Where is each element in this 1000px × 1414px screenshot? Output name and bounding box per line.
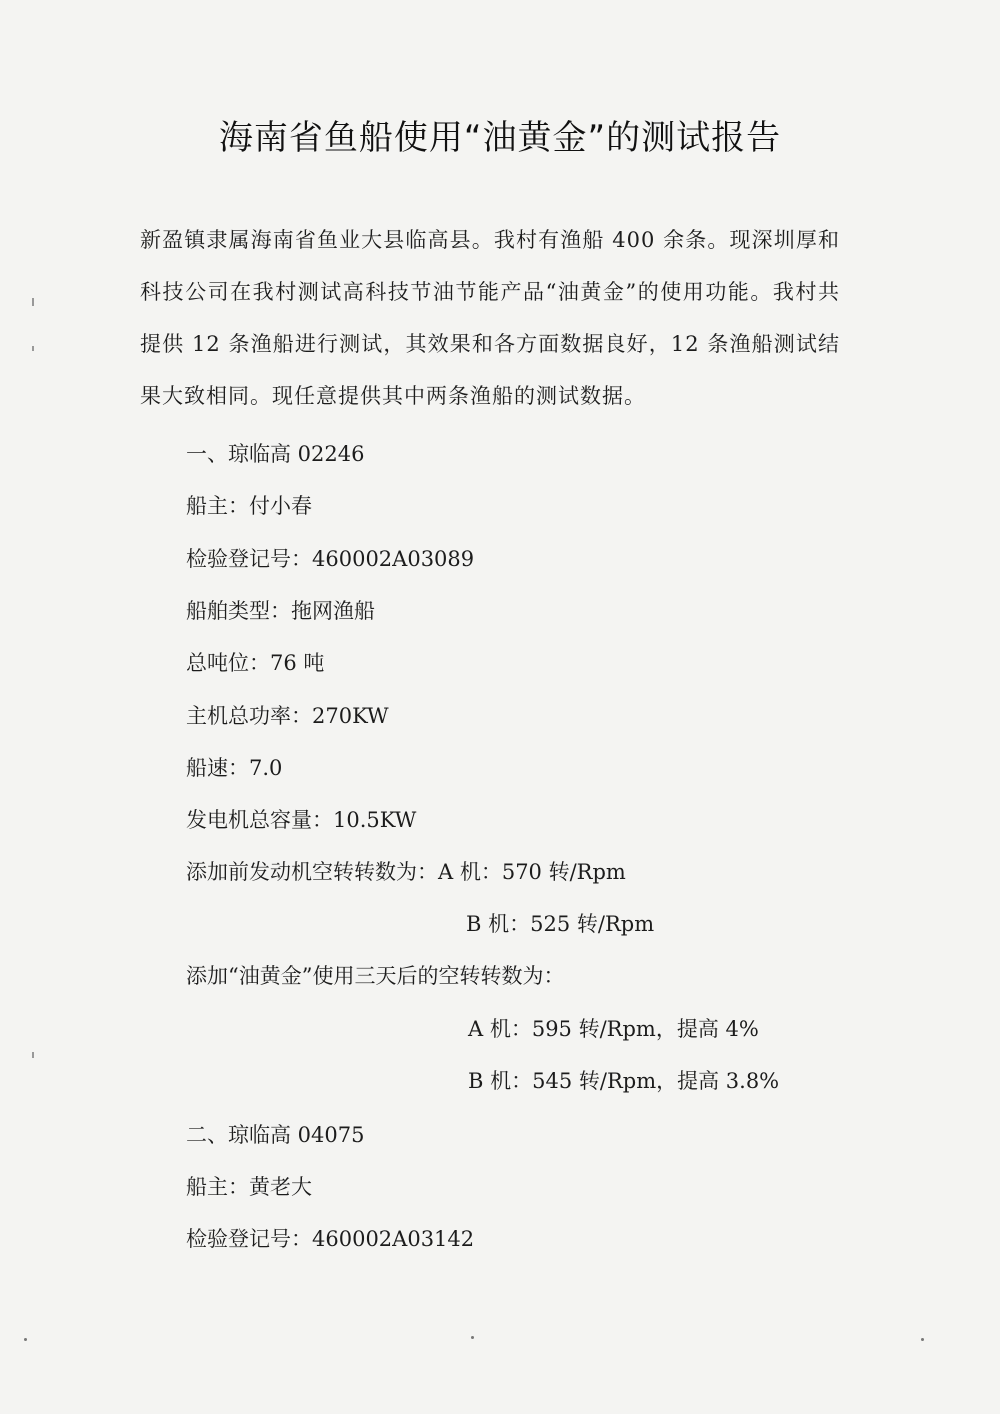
intro-paragraph: 新盈镇隶属海南省鱼业大县临高县。我村有渔船 400 余条。现深圳厚和科技公司在我村测试高科技节油节能产品“油黄金”的使用功能。我村共提供 12 条渔船进行测试，其效果和各方面数据良好，12 条渔船测试结果大致相同。现任意提供其中两条渔船的测试数据。 [140,228,840,408]
boat1-after-label: 添加“油黄金”使用三天后的空转转数为： [186,964,565,988]
boat1-power: 主机总功率：270KW [186,704,389,728]
boat1-owner: 船主：付小春 [186,494,312,518]
boat1-generator: 发电机总容量：10.5KW [186,808,417,832]
page-title: 海南省鱼船使用“油黄金”的测试报告 [218,118,782,158]
scan-mark [32,1052,34,1058]
boat1-after-b: B 机：545 转/Rpm，提高 3.8% [468,1069,780,1093]
boat2-heading: 二、琼临高 04075 [186,1123,365,1147]
boat1-speed: 船速：7.0 [186,756,283,780]
boat1-before-b: B 机：525 转/Rpm [466,912,655,936]
scan-speck [471,1336,474,1339]
boat1-before-a: 添加前发动机空转转数为：A 机：570 转/Rpm [186,860,626,884]
boat1-tonnage: 总吨位：76 吨 [186,651,325,675]
boat1-after-a: A 机：595 转/Rpm，提高 4% [468,1017,759,1041]
scan-mark [32,346,34,351]
scan-speck [921,1338,924,1341]
boat1-registration: 检验登记号：460002A03089 [186,547,475,571]
boat2-owner: 船主：黄老大 [186,1175,312,1199]
scan-mark [32,298,34,306]
boat1-type: 船舶类型：拖网渔船 [186,599,375,623]
boat2-registration: 检验登记号：460002A03142 [186,1227,475,1251]
scan-speck [24,1338,27,1341]
boat1-heading: 一、琼临高 02246 [186,442,365,466]
